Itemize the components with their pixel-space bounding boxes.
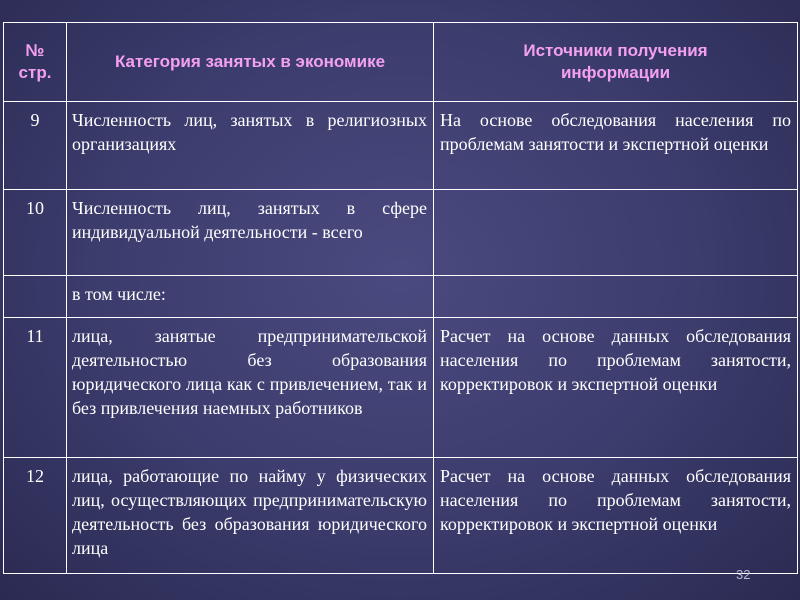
slide-number: 32 <box>736 567 751 582</box>
row-num: 9 <box>4 102 67 190</box>
table-row <box>4 318 798 458</box>
row-category: Численность лиц, занятых в сфере индивидуальной деятельности - всего <box>67 190 434 276</box>
row-source <box>434 190 798 276</box>
row-source <box>434 276 798 318</box>
table-row <box>4 458 798 574</box>
table-row <box>4 102 798 190</box>
row-num: 10 <box>4 190 67 276</box>
header-num: № стр. <box>4 23 67 102</box>
row-category: в том числе: <box>67 276 434 318</box>
row-category: лица, занятые предпринимательской деятельностью без образования юридического лица как с привлечением, так и без привлечения наемных работников <box>67 318 434 458</box>
table-row <box>4 276 798 318</box>
row-category: лица, работающие по найму у физических лиц, осуществляющих предпринимательскую деятельность без образования юридического лица <box>67 458 434 574</box>
table-header-row <box>4 23 798 102</box>
row-num <box>4 276 67 318</box>
header-source: Источники получения информации <box>434 23 798 102</box>
row-source: На основе обследования населения по проблемам занятости и экспертной оценки <box>434 102 798 190</box>
row-source: Расчет на основе данных обследования населения по проблемам занятости, корректировок и экспертной оценки <box>434 318 798 458</box>
row-num: 11 <box>4 318 67 458</box>
table-row <box>4 190 798 276</box>
row-source: Расчет на основе данных обследования населения по проблемам занятости, корректировок и экспертной оценки <box>434 458 798 574</box>
data-table <box>3 22 798 574</box>
header-category: Категория занятых в экономике <box>67 23 434 102</box>
row-num: 12 <box>4 458 67 574</box>
row-category: Численность лиц, занятых в религиозных организациях <box>67 102 434 190</box>
